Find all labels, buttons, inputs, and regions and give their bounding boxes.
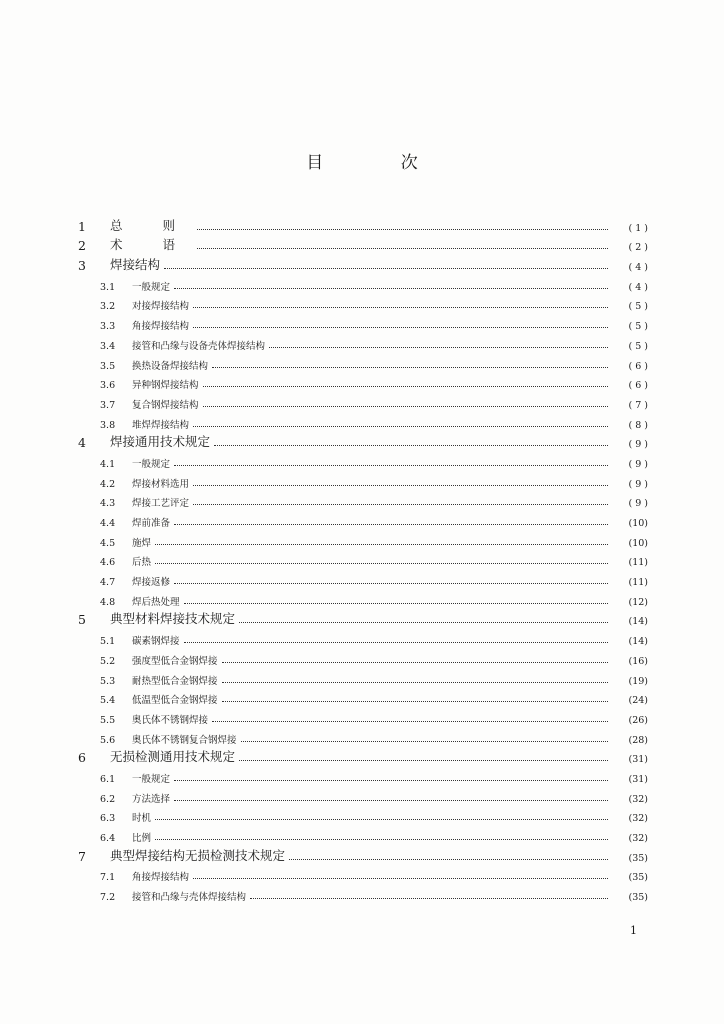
toc-entry bbox=[74, 706, 648, 726]
toc-entry-page: (11) bbox=[628, 577, 648, 589]
dot-leader bbox=[193, 877, 608, 879]
toc-entry-title: 耐热型低合金钢焊接 bbox=[132, 675, 218, 687]
dot-leader bbox=[239, 759, 608, 761]
toc-entry bbox=[74, 746, 648, 766]
dot-leader bbox=[174, 799, 608, 801]
toc-entry-number: 2 bbox=[78, 238, 86, 254]
dot-leader bbox=[174, 582, 608, 584]
toc-entry-page: ( 9 ) bbox=[628, 458, 648, 470]
toc-entry bbox=[74, 647, 648, 667]
toc-entry-title: 奥氏体不锈钢复合钢焊接 bbox=[132, 734, 237, 746]
toc-entry-title: 一般规定 bbox=[132, 773, 171, 785]
toc-entry bbox=[74, 253, 648, 273]
toc-entry-title: 异种钢焊接结构 bbox=[132, 380, 199, 392]
toc-entry bbox=[74, 883, 648, 903]
toc-entry-page: (35) bbox=[628, 892, 648, 904]
toc-entry bbox=[74, 214, 648, 234]
toc-entry-number: 6.2 bbox=[100, 793, 116, 805]
toc-entry-page: (31) bbox=[628, 773, 648, 785]
toc-entry-number: 3.8 bbox=[100, 419, 116, 431]
toc-entry-number: 3.5 bbox=[100, 360, 116, 372]
toc-entry-title: 焊接工艺评定 bbox=[132, 498, 190, 510]
toc-entry bbox=[74, 372, 648, 392]
toc-entry bbox=[74, 844, 648, 864]
toc-entry bbox=[74, 765, 648, 785]
toc-entry-number: 7.2 bbox=[100, 892, 116, 904]
toc-entry bbox=[74, 667, 648, 687]
toc-entry-number: 5.4 bbox=[100, 695, 116, 707]
dot-leader bbox=[174, 287, 608, 289]
toc-entry-number: 6.3 bbox=[100, 813, 116, 825]
dot-leader bbox=[155, 562, 608, 564]
toc-entry-number: 4.7 bbox=[100, 577, 116, 589]
toc-entry bbox=[74, 687, 648, 707]
toc-entry bbox=[74, 490, 648, 510]
toc-entry bbox=[74, 450, 648, 470]
toc-entry-title: 强度型低合金钢焊接 bbox=[132, 655, 218, 667]
toc-entry-title: 典型焊接结构无损检测技术规定 bbox=[110, 847, 286, 863]
toc-entry-title: 焊接材料选用 bbox=[132, 478, 190, 490]
toc-entry-number: 5.3 bbox=[100, 675, 116, 687]
toc-entry bbox=[74, 549, 648, 569]
toc-entry-number: 3.1 bbox=[100, 281, 116, 293]
toc-entry bbox=[74, 529, 648, 549]
toc-entry-number: 6.4 bbox=[100, 833, 116, 844]
toc-entry-number: 3.7 bbox=[100, 399, 116, 411]
dot-leader bbox=[222, 661, 608, 663]
toc-entry-title: 低温型低合金钢焊接 bbox=[132, 695, 218, 707]
toc-entry-number: 4.3 bbox=[100, 498, 116, 510]
toc-entry-page: ( 4 ) bbox=[628, 262, 648, 274]
toc-entry-number: 5.2 bbox=[100, 655, 116, 667]
toc-entry bbox=[74, 509, 648, 529]
toc-entry-page: ( 6 ) bbox=[628, 360, 648, 372]
dot-leader bbox=[155, 838, 608, 840]
toc-entry-title: 焊接返修 bbox=[132, 577, 171, 589]
toc-entry bbox=[74, 568, 648, 588]
toc-entry-page: (12) bbox=[628, 596, 648, 608]
toc-entry-title: 焊接通用技术规定 bbox=[110, 434, 211, 450]
toc-entry-number: 4.6 bbox=[100, 557, 116, 569]
toc-entry-page: (35) bbox=[628, 872, 648, 884]
toc-entry bbox=[74, 785, 648, 805]
toc-entry bbox=[74, 293, 648, 313]
toc-entry-number: 4.5 bbox=[100, 537, 116, 549]
dot-leader bbox=[193, 484, 608, 486]
toc-entry bbox=[74, 332, 648, 352]
dot-leader bbox=[184, 641, 608, 643]
toc-entry-page: (24) bbox=[628, 695, 648, 707]
toc-entry-title: 术 语 bbox=[110, 237, 193, 253]
toc-entry bbox=[74, 824, 648, 844]
toc-entry-title: 奥氏体不锈钢焊接 bbox=[132, 714, 209, 726]
toc-entry-page: (10) bbox=[628, 518, 648, 529]
toc-entry-page: ( 7 ) bbox=[628, 399, 648, 411]
toc-entry-title: 焊后热处理 bbox=[132, 596, 180, 608]
toc-entry-number: 3.4 bbox=[100, 340, 116, 352]
toc-entry-title: 比例 bbox=[132, 833, 152, 844]
toc-entry-number: 6 bbox=[78, 750, 86, 766]
page-title: 目 次 bbox=[306, 153, 454, 173]
dot-leader bbox=[239, 621, 608, 623]
toc-entry bbox=[74, 627, 648, 647]
toc-entry-title: 接管和凸缘与设备壳体焊接结构 bbox=[132, 340, 266, 352]
dot-leader bbox=[203, 405, 608, 407]
toc-entry bbox=[74, 273, 648, 293]
toc-entry-number: 5.6 bbox=[100, 734, 116, 746]
toc-entry-title: 施焊 bbox=[132, 537, 152, 549]
toc-entry-title: 焊接结构 bbox=[110, 257, 161, 273]
toc-entry-title: 角接焊接结构 bbox=[132, 321, 190, 333]
toc-entry-title: 碳素钢焊接 bbox=[132, 636, 180, 648]
dot-leader bbox=[250, 897, 608, 899]
toc-entry bbox=[74, 805, 648, 825]
toc-entry bbox=[74, 588, 648, 608]
toc-entry bbox=[74, 608, 648, 628]
toc-entry-number: 4 bbox=[78, 435, 86, 451]
dot-leader bbox=[174, 779, 608, 781]
toc-entry-title: 时机 bbox=[132, 813, 152, 825]
toc-entry-page: ( 6 ) bbox=[628, 380, 648, 392]
toc-entry-number: 4.1 bbox=[100, 458, 116, 470]
toc-entry-page: (32) bbox=[628, 813, 648, 825]
toc-entry-title: 接管和凸缘与壳体焊接结构 bbox=[132, 892, 247, 904]
dot-leader bbox=[203, 385, 608, 387]
toc-entry-page: (32) bbox=[628, 793, 648, 805]
dot-leader bbox=[222, 700, 608, 702]
dot-leader bbox=[164, 267, 608, 269]
toc-entry-title: 后热 bbox=[132, 557, 152, 569]
dot-leader bbox=[241, 740, 608, 742]
toc-entry bbox=[74, 864, 648, 884]
toc-entry-title: 一般规定 bbox=[132, 458, 171, 470]
dot-leader bbox=[197, 247, 608, 249]
toc-entry-number: 5 bbox=[78, 612, 86, 628]
dot-leader bbox=[193, 425, 608, 427]
table-of-contents bbox=[74, 214, 648, 903]
dot-leader bbox=[174, 523, 608, 525]
toc-entry-number: 5.1 bbox=[100, 636, 116, 648]
toc-entry-title: 方法选择 bbox=[132, 793, 171, 805]
toc-entry-title: 对接焊接结构 bbox=[132, 301, 190, 313]
toc-entry-title: 一般规定 bbox=[132, 281, 171, 293]
toc-entry bbox=[74, 431, 648, 451]
toc-entry bbox=[74, 411, 648, 431]
toc-entry-number: 7 bbox=[78, 848, 86, 864]
toc-entry bbox=[74, 352, 648, 372]
toc-entry-page: ( 1 ) bbox=[628, 222, 648, 234]
dot-leader bbox=[212, 366, 608, 368]
dot-leader bbox=[155, 818, 608, 820]
toc-entry-page: ( 9 ) bbox=[628, 478, 648, 490]
toc-entry-page: ( 9 ) bbox=[628, 498, 648, 510]
dot-leader bbox=[193, 306, 608, 308]
toc-entry-title: 无损检测通用技术规定 bbox=[110, 749, 236, 765]
dot-leader bbox=[212, 720, 608, 722]
toc-entry bbox=[74, 234, 648, 254]
toc-entry-page: (14) bbox=[628, 616, 648, 628]
toc-entry-number: 1 bbox=[78, 218, 86, 234]
dot-leader bbox=[184, 602, 608, 604]
dot-leader bbox=[222, 681, 608, 683]
toc-entry bbox=[74, 726, 648, 746]
toc-entry-number: 3.6 bbox=[100, 380, 116, 392]
toc-entry-page: (19) bbox=[628, 675, 648, 687]
toc-entry bbox=[74, 312, 648, 332]
toc-entry bbox=[74, 470, 648, 490]
dot-leader bbox=[289, 858, 608, 860]
dot-leader bbox=[193, 326, 608, 328]
dot-leader bbox=[197, 228, 608, 230]
toc-entry-page: (11) bbox=[628, 557, 648, 569]
toc-entry-page: ( 5 ) bbox=[628, 340, 648, 352]
toc-entry-page: ( 4 ) bbox=[628, 281, 648, 293]
toc-entry-number: 4.4 bbox=[100, 518, 116, 529]
toc-entry-page: (31) bbox=[628, 754, 648, 766]
toc-entry-number: 3.3 bbox=[100, 321, 116, 333]
toc-entry-title: 换热设备焊接结构 bbox=[132, 360, 209, 372]
toc-entry-number: 7.1 bbox=[100, 872, 116, 884]
dot-leader bbox=[269, 346, 608, 348]
toc-entry-title: 堆焊焊接结构 bbox=[132, 419, 190, 431]
toc-entry-page: (28) bbox=[628, 734, 648, 746]
toc-entry-page: (26) bbox=[628, 714, 648, 726]
toc-entry-page: ( 5 ) bbox=[628, 301, 648, 313]
dot-leader bbox=[155, 543, 608, 545]
toc-entry-page: (35) bbox=[628, 852, 648, 864]
toc-entry-title: 典型材料焊接技术规定 bbox=[110, 611, 236, 627]
toc-entry-number: 4.2 bbox=[100, 478, 116, 490]
toc-entry-title: 复合钢焊接结构 bbox=[132, 399, 199, 411]
page-number: 1 bbox=[630, 924, 637, 937]
toc-entry-page: (14) bbox=[628, 636, 648, 648]
toc-entry-page: (32) bbox=[628, 833, 648, 844]
toc-entry-page: ( 9 ) bbox=[628, 439, 648, 451]
toc-entry-page: ( 2 ) bbox=[628, 242, 648, 254]
toc-entry bbox=[74, 391, 648, 411]
dot-leader bbox=[214, 444, 608, 446]
toc-entry-number: 4.8 bbox=[100, 596, 116, 608]
toc-entry-number: 3.2 bbox=[100, 301, 116, 313]
dot-leader bbox=[193, 503, 608, 505]
dot-leader bbox=[174, 464, 608, 466]
toc-entry-number: 5.5 bbox=[100, 714, 116, 726]
toc-entry-page: ( 8 ) bbox=[628, 419, 648, 431]
toc-entry-title: 总 则 bbox=[110, 217, 193, 233]
toc-entry-page: ( 5 ) bbox=[628, 321, 648, 333]
toc-entry-title: 角接焊接结构 bbox=[132, 872, 190, 884]
toc-entry-number: 6.1 bbox=[100, 773, 116, 785]
toc-entry-title: 焊前准备 bbox=[132, 518, 171, 529]
toc-entry-page: (16) bbox=[628, 655, 648, 667]
toc-entry-number: 3 bbox=[78, 258, 86, 274]
toc-entry-page: (10) bbox=[628, 537, 648, 549]
